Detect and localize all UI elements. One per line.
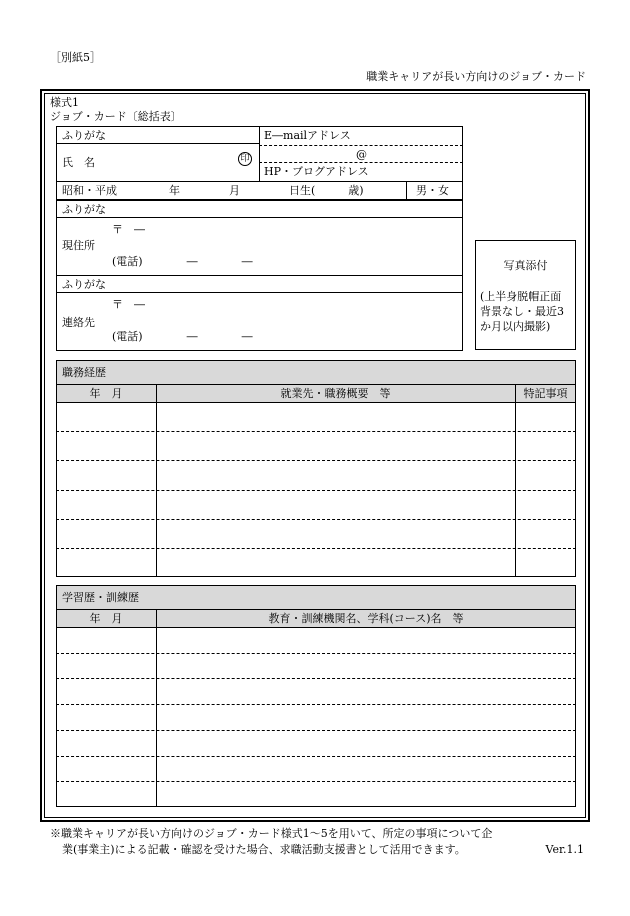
form-subtitle: 職業キャリアが長い方向けのジョブ・カード <box>366 70 586 83</box>
style-label: 様式1 <box>50 96 79 109</box>
seal-mark-icon: 印 <box>238 152 252 166</box>
row-divider <box>56 704 576 705</box>
year-label: 年 <box>169 184 180 197</box>
row-divider <box>56 653 576 654</box>
work-row-date-cell[interactable] <box>56 460 156 489</box>
work-col-note: 特記事項 <box>523 387 568 400</box>
work-row-desc-cell[interactable] <box>156 431 515 460</box>
address-label: 現住所 <box>62 239 95 252</box>
contact-furigana-label: ふりがな <box>62 278 106 291</box>
photo-title: 写真添付 <box>503 259 548 272</box>
work-row-note-cell[interactable] <box>515 402 576 431</box>
attachment-label: ［別紙5］ <box>50 51 101 64</box>
birthday-label: 日生( 歳) <box>289 184 364 197</box>
work-row-desc-cell[interactable] <box>156 402 515 431</box>
education-row-date-cell[interactable] <box>56 730 156 756</box>
row-divider <box>56 490 576 491</box>
row-divider <box>56 460 576 461</box>
education-row-desc-cell[interactable] <box>156 756 576 782</box>
work-row-desc-cell[interactable] <box>156 548 515 577</box>
education-row-desc-cell[interactable] <box>156 730 576 756</box>
gender-label: 男・女 <box>416 184 449 197</box>
address-furigana-label: ふりがな <box>62 203 106 216</box>
work-row-date-cell[interactable] <box>56 402 156 431</box>
contact-phone: (電話) ― ― <box>112 330 253 343</box>
name-label: 氏 名 <box>62 156 95 169</box>
address-postal: 〒 ― <box>112 223 145 236</box>
education-row-desc-cell[interactable] <box>156 627 576 653</box>
address-phone: (電話) ― ― <box>112 255 253 268</box>
photo-note-2: 背景なし・最近3 <box>480 305 564 318</box>
at-mark: @ <box>356 148 367 161</box>
work-row-note-cell[interactable] <box>515 460 576 489</box>
photo-note-3: か月以内撮影) <box>480 320 551 333</box>
education-row-date-cell[interactable] <box>56 678 156 704</box>
era-label: 昭和・平成 <box>62 184 117 197</box>
email-label: E―mailアドレス <box>264 129 351 142</box>
name-furigana-label: ふりがな <box>62 129 106 142</box>
education-row-date-cell[interactable] <box>56 653 156 679</box>
row-divider <box>56 548 576 549</box>
row-divider <box>56 678 576 679</box>
row-divider <box>56 781 576 782</box>
photo-note-1: (上半身脱帽正面 <box>480 290 562 303</box>
work-row-note-cell[interactable] <box>515 431 576 460</box>
education-row-desc-cell[interactable] <box>156 678 576 704</box>
version-label: Ver.1.1 <box>545 843 584 856</box>
work-row-date-cell[interactable] <box>56 519 156 548</box>
education-row-desc-cell[interactable] <box>156 781 576 807</box>
hp-label: HP・ブログアドレス <box>264 165 369 178</box>
row-divider <box>56 519 576 520</box>
form-title: ジョブ・カード〔総括表〕 <box>50 110 182 123</box>
work-row-desc-cell[interactable] <box>156 490 515 519</box>
row-divider <box>56 431 576 432</box>
work-row-desc-cell[interactable] <box>156 519 515 548</box>
work-row-note-cell[interactable] <box>515 548 576 577</box>
work-section-title: 職務経歴 <box>62 366 106 379</box>
work-section-header <box>57 361 575 384</box>
month-label: 月 <box>229 184 240 197</box>
footer-note-line-2: 業(事業主)による記載・確認を受けた場合、求職活動支援書として活用できます。 <box>62 843 466 856</box>
footer-note-line-1: ※職業キャリアが長い方向けのジョブ・カード様式1～5を用いて、所定の事項について企 <box>50 827 493 840</box>
education-row-date-cell[interactable] <box>56 627 156 653</box>
work-row-desc-cell[interactable] <box>156 460 515 489</box>
work-row-date-cell[interactable] <box>56 431 156 460</box>
education-row-desc-cell[interactable] <box>156 653 576 679</box>
education-col-desc: 教育・訓練機関名、学科(コース)名 等 <box>268 612 464 625</box>
contact-label: 連絡先 <box>62 316 95 329</box>
work-col-desc: 就業先・職務概要 等 <box>280 387 391 400</box>
education-row-date-cell[interactable] <box>56 781 156 807</box>
education-row-date-cell[interactable] <box>56 756 156 782</box>
row-divider <box>56 730 576 731</box>
education-section-title: 学習歴・訓練歴 <box>62 591 139 604</box>
education-row-date-cell[interactable] <box>56 704 156 730</box>
work-col-date: 年 月 <box>89 387 123 400</box>
work-row-note-cell[interactable] <box>515 519 576 548</box>
education-row-desc-cell[interactable] <box>156 704 576 730</box>
education-col-date: 年 月 <box>89 612 123 625</box>
work-row-date-cell[interactable] <box>56 548 156 577</box>
work-row-date-cell[interactable] <box>56 490 156 519</box>
contact-postal: 〒 ― <box>112 298 145 311</box>
row-divider <box>56 756 576 757</box>
work-row-note-cell[interactable] <box>515 490 576 519</box>
